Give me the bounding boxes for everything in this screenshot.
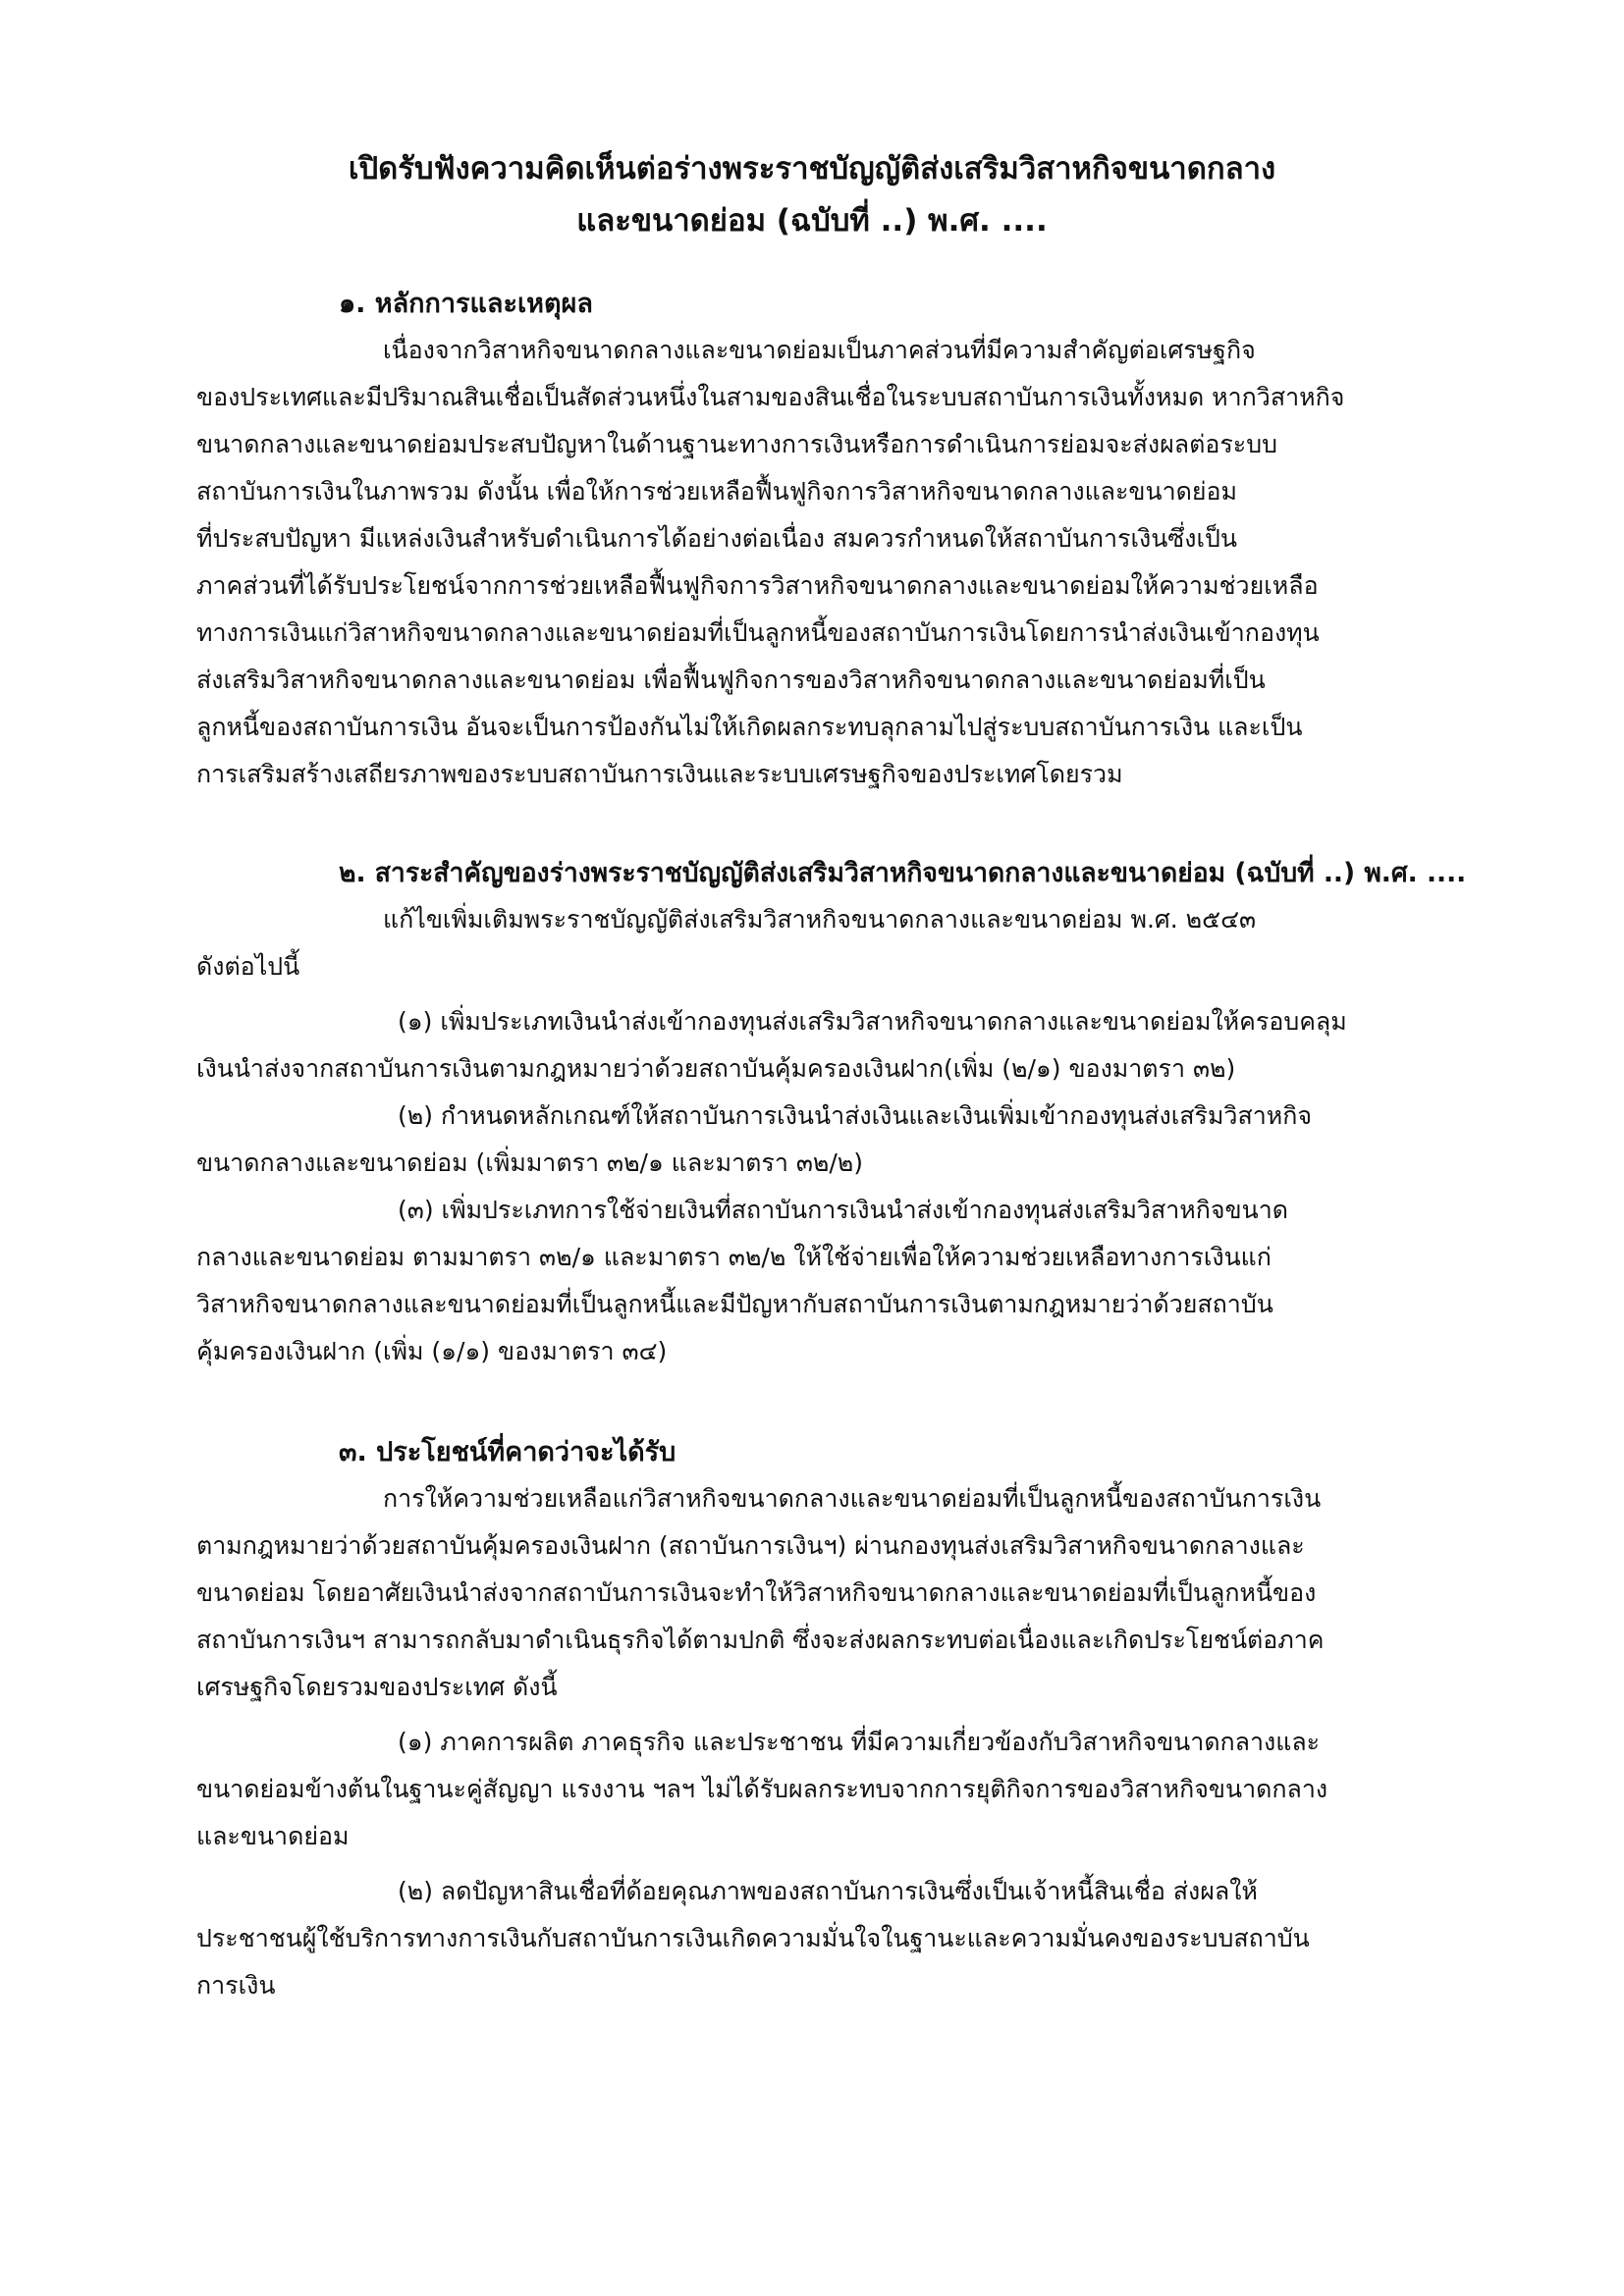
list-item-line: (๑) เพิ่มประเภทเงินนำส่งเข้ากองทุนส่งเสริมวิสาหกิจขนาดกลางและขนาดย่อมให้ครอบคลุม (398, 1007, 1347, 1036)
paragraph-line: การให้ความช่วยเหลือแก่วิสาหกิจขนาดกลางและขนาดย่อมที่เป็นลูกหนี้ของสถาบันการเงิน (383, 1484, 1322, 1513)
list-item-line: กลางและขนาดย่อม ตามมาตรา ๓๒/๑ และมาตรา ๓๒/๒ ให้ใช้จ่ายเพื่อให้ความช่วยเหลือทางการเงินแก่ (196, 1243, 1272, 1271)
list-item-line: (๒) กำหนดหลักเกณฑ์ให้สถาบันการเงินนำส่งเงินและเงินเพิ่มเข้ากองทุนส่งเสริมวิสาหกิจ (398, 1101, 1313, 1130)
section-3-heading: ๓. ประโยชน์ที่คาดว่าจะได้รับ (339, 1437, 677, 1468)
paragraph-line: ลูกหนี้ของสถาบันการเงิน อันจะเป็นการป้องกันไม่ให้เกิดผลกระทบลุกลามไปสู่ระบบสถาบันการเงิน และเป็น (196, 713, 1303, 741)
document-title-line-2: และขนาดย่อม (ฉบับที่ ..) พ.ศ. .... (576, 203, 1048, 239)
paragraph-line: แก้ไขเพิ่มเติมพระราชบัญญัติส่งเสริมวิสาหกิจขนาดกลางและขนาดย่อม พ.ศ. ๒๕๔๓ (383, 905, 1257, 934)
list-item-line: (๒) ลดปัญหาสินเชื่อที่ด้อยคุณภาพของสถาบันการเงินซึ่งเป็นเจ้าหนี้สินเชื่อ ส่งผลให้ (398, 1877, 1258, 1905)
paragraph-line: การเสริมสร้างเสถียรภาพของระบบสถาบันการเงินและระบบเศรษฐกิจของประเทศโดยรวม (196, 760, 1123, 788)
paragraph-line: ที่ประสบปัญหา มีแหล่งเงินสำหรับดำเนินการได้อย่างต่อเนื่อง สมควรกำหนดให้สถาบันการเงินซึ่งเป็น (196, 524, 1237, 553)
paragraph-line: เนื่องจากวิสาหกิจขนาดกลางและขนาดย่อมเป็นภาคส่วนที่มีความสำคัญต่อเศรษฐกิจ (383, 336, 1256, 364)
list-item-line: ขนาดกลางและขนาดย่อม (เพิ่มมาตรา ๓๒/๑ และมาตรา ๓๒/๒) (196, 1148, 864, 1177)
list-item-line: ประชาชนผู้ใช้บริการทางการเงินกับสถาบันการเงินเกิดความมั่นใจในฐานะและความมั่นคงของระบบสถาบัน (196, 1924, 1310, 1952)
list-item-line: และขนาดย่อม (196, 1822, 350, 1850)
list-item-line: เงินนำส่งจากสถาบันการเงินตามกฎหมายว่าด้วยสถาบันคุ้มครองเงินฝาก(เพิ่ม (๒/๑) ของมาตรา ๓๒) (196, 1054, 1236, 1083)
paragraph-line: ขนาดย่อม โดยอาศัยเงินนำส่งจากสถาบันการเงินจะทำให้วิสาหกิจขนาดกลางและขนาดย่อมที่เป็นลูกหนี้ของ (196, 1578, 1317, 1607)
paragraph-line: ขนาดกลางและขนาดย่อมประสบปัญหาในด้านฐานะทางการเงินหรือการดำเนินการย่อมจะส่งผลต่อระบบ (196, 430, 1277, 458)
paragraph-line: ส่งเสริมวิสาหกิจขนาดกลางและขนาดย่อม เพื่อฟื้นฟูกิจการของวิสาหกิจขนาดกลางและขนาดย่อมที่เป็น (196, 666, 1266, 694)
section-2-heading: ๒. สาระสำคัญของร่างพระราชบัญญัติส่งเสริมวิสาหกิจขนาดกลางและขนาดย่อม (ฉบับที่ ..) พ.ศ. .... (339, 858, 1467, 888)
list-item-line: วิสาหกิจขนาดกลางและขนาดย่อมที่เป็นลูกหนี้และมีปัญหากับสถาบันการเงินตามกฎหมายว่าด้วยสถาบัน (196, 1290, 1273, 1318)
list-item-line: (๓) เพิ่มประเภทการใช้จ่ายเงินที่สถาบันการเงินนำส่งเข้ากองทุนส่งเสริมวิสาหกิจขนาด (398, 1196, 1288, 1224)
document-title-line-1: เปิดรับฟังความคิดเห็นต่อร่างพระราชบัญญัติส่งเสริมวิสาหกิจขนาดกลาง (348, 151, 1276, 187)
list-item-line: การเงิน (196, 1971, 276, 2000)
list-item-line: คุ้มครองเงินฝาก (เพิ่ม (๑/๑) ของมาตรา ๓๔) (196, 1337, 668, 1365)
paragraph-line: ทางการเงินแก่วิสาหกิจขนาดกลางและขนาดย่อมที่เป็นลูกหนี้ของสถาบันการเงินโดยการนำส่งเงินเข้ากองทุน (196, 618, 1320, 647)
section-1-heading: ๑. หลักการและเหตุผล (339, 289, 593, 319)
list-item-line: ขนาดย่อมข้างต้นในฐานะคู่สัญญา แรงงาน ฯลฯ ไม่ได้รับผลกระทบจากการยุติกิจการของวิสาหกิจขนาดกลาง (196, 1775, 1328, 1803)
paragraph-line: ภาคส่วนที่ได้รับประโยชน์จากการช่วยเหลือฟื้นฟูกิจการวิสาหกิจขนาดกลางและขนาดย่อมให้ความช่วยเหลือ (196, 571, 1319, 600)
paragraph-line: เศรษฐกิจโดยรวมของประเทศ ดังนี้ (196, 1673, 558, 1701)
list-item-line: (๑) ภาคการผลิต ภาคธุรกิจ และประชาชน ที่มีความเกี่ยวข้องกับวิสาหกิจขนาดกลางและ (398, 1728, 1321, 1756)
paragraph-line: ตามกฎหมายว่าด้วยสถาบันคุ้มครองเงินฝาก (สถาบันการเงินฯ) ผ่านกองทุนส่งเสริมวิสาหกิจขนาดกลางและ (196, 1531, 1305, 1560)
paragraph-line: ดังต่อไปนี้ (196, 952, 300, 981)
paragraph-line: ของประเทศและมีปริมาณสินเชื่อเป็นสัดส่วนหนึ่งในสามของสินเชื่อในระบบสถาบันการเงินทั้งหมด หากวิสาหกิจ (196, 383, 1345, 411)
paragraph-line: สถาบันการเงินในภาพรวม ดังนั้น เพื่อให้การช่วยเหลือฟื้นฟูกิจการวิสาหกิจขนาดกลางและขนาดย่อม (196, 477, 1238, 506)
paragraph-line: สถาบันการเงินฯ สามารถกลับมาดำเนินธุรกิจได้ตามปกติ ซึ่งจะส่งผลกระทบต่อเนื่องและเกิดประโยชน์ต่อภาค (196, 1626, 1325, 1654)
